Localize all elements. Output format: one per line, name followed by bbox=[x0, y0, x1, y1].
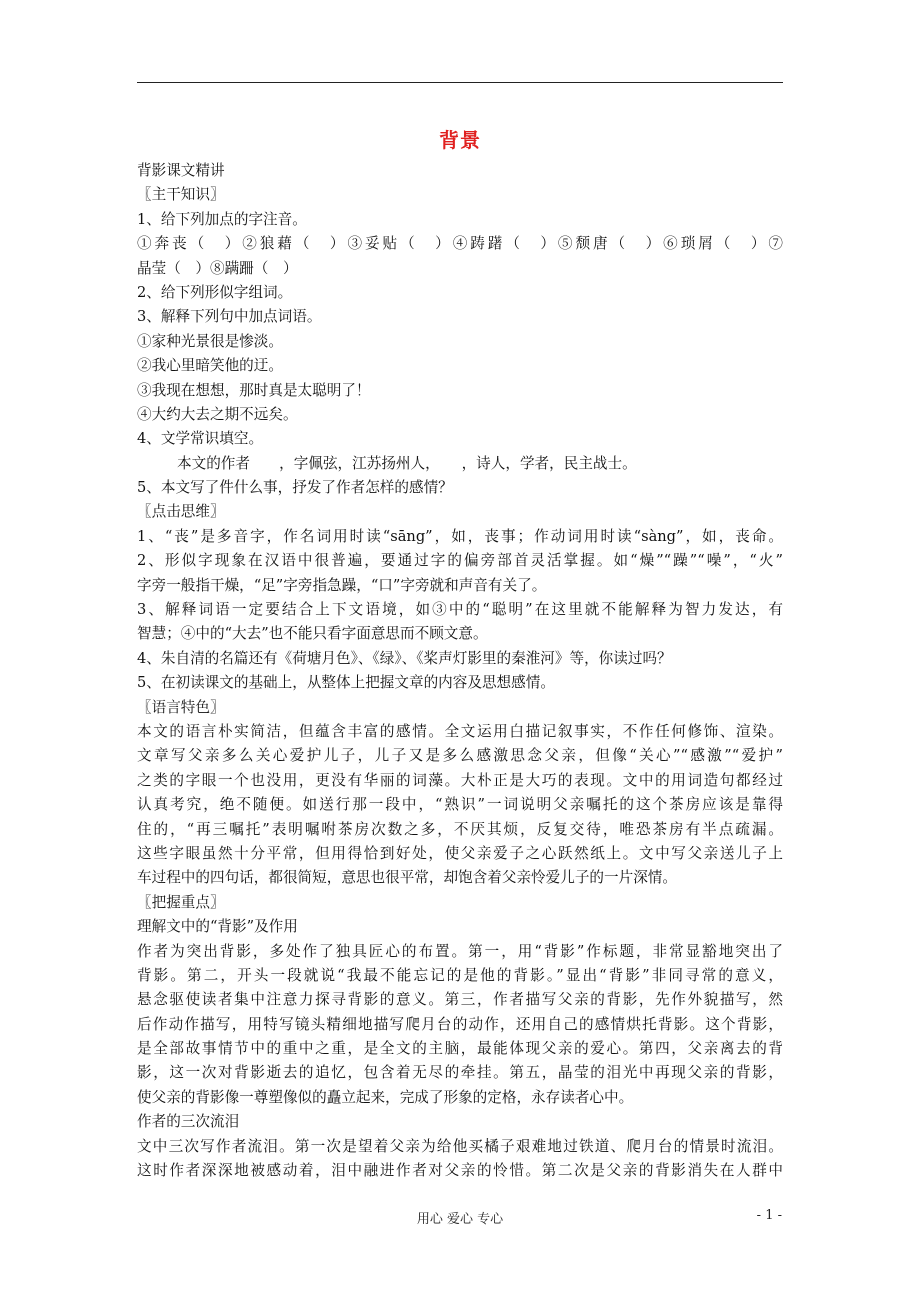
document-body bbox=[137, 159, 783, 1183]
paragraph-line: 本文的语言朴实简洁，但蕴含丰富的感情。全文运用白描记叙事实，不作任何修饰、渲染。 bbox=[137, 722, 783, 740]
paragraph-line: 认真考究，绝不随便。如送行那一段中，“熟识”一词说明父亲嘱托的这个茶房应该是靠得 bbox=[137, 796, 783, 814]
paragraph-line: 使父亲的背影像一尊塑像似的矗立起来，完成了形象的定格，永存读者心中。 bbox=[137, 1088, 634, 1106]
paragraph-line: 之类的字眼一个也没用，更没有华丽的词藻。大朴正是大巧的表现。文中的用词造句都经过 bbox=[137, 771, 783, 789]
sentence-item: ④大约大去之期不远矣。 bbox=[137, 405, 298, 423]
paragraph-line: 是全部故事情节中的重中之重，是全文的主脑，最能体现父亲的爱心。第四，父亲离去的背 bbox=[137, 1040, 783, 1058]
pinyin-items-line: ①奔丧（ ）②狼藉（ ）③妥贴（ ）④踌躇（ ）⑤颓唐（ ）⑥琐屑（ ）⑦ bbox=[137, 235, 783, 253]
paragraph-line: 作者为突出背影，多处作了独具匠心的布置。第一，用“背影”作标题，非常显豁地突出了 bbox=[137, 942, 783, 960]
subheading-line: 理解文中的“背影”及作用 bbox=[137, 918, 298, 936]
section-heading: 〖语言特色〗 bbox=[137, 698, 225, 716]
paragraph-line: 字旁一般指干燥，“足”字旁指急躁，“口”字旁就和声音有关了。 bbox=[137, 576, 547, 594]
paragraph-line: 影，这一次对背影逝去的追忆，包含着无尽的牵挂。第五，晶莹的泪光中再现父亲的背影， bbox=[137, 1064, 783, 1082]
question-line: 5、本文写了件什么事，抒发了作者怎样的感情？ bbox=[137, 479, 453, 497]
pinyin-items-line: 晶莹（ ）⑧蹒跚（ ） bbox=[137, 259, 298, 277]
fill-blank-line: 本文的作者 ，字佩弦，江苏扬州人， ，诗人，学者，民主战士。 bbox=[177, 454, 637, 472]
section-heading: 〖点击思维〗 bbox=[137, 503, 225, 521]
question-line: 1、给下列加点的字注音。 bbox=[137, 210, 307, 228]
paragraph-line: 3、解释词语一定要结合上下文语境，如③中的“聪明”在这里就不能解释为智力发达，有 bbox=[137, 601, 783, 619]
paragraph-line: 悬念驱使读者集中注意力探寻背影的意义。第三，作者描写父亲的背影，先作外貌描写，然 bbox=[137, 991, 783, 1009]
paragraph-line: 智慧；④中的“大去”也不能只看字面意思而不顾文意。 bbox=[137, 625, 488, 643]
subheading-line: 作者的三次流泪 bbox=[137, 1113, 240, 1131]
subtitle-line: 背影课文精讲 bbox=[137, 162, 225, 179]
paragraph-line: 后作动作描写，用特写镜头精细地描写爬月台的动作，还用自己的感情烘托背影。这个背影， bbox=[137, 1015, 783, 1033]
paragraph-line: 5、在初读课文的基础上，从整体上把握文章的内容及思想感情。 bbox=[137, 674, 555, 692]
paragraph-line: 文中三次写作者流泪。第一次是望着父亲为给他买橘子艰难地过铁道、爬月台的情景时流泪。 bbox=[137, 1137, 783, 1155]
footer-motto: 用心 爱心 专心 bbox=[416, 1212, 504, 1227]
header-rule bbox=[137, 82, 783, 83]
section-heading: 〖主干知识〗 bbox=[137, 186, 225, 204]
paragraph-line: 这些字眼虽然十分平常，但用得恰到好处，使父亲爱子之心跃然纸上。文中写父亲送儿子上 bbox=[137, 844, 783, 862]
section-heading: 〖把握重点〗 bbox=[137, 893, 225, 911]
paragraph-line: 车过程中的四句话，都很简短，意思也很平常，却饱含着父亲怜爱儿子的一片深情。 bbox=[137, 869, 677, 887]
paragraph-line: 1、“丧”是多音字，作名词用时读“sāng”，如，丧事；作动词用时读“sàng”，如，丧命。 bbox=[137, 527, 783, 545]
page-number: - 1 - bbox=[756, 1208, 782, 1223]
paragraph-line: 这时作者深深地被感动着，泪中融进作者对父亲的怜惜。第二次是父亲的背影消失在人群中 bbox=[137, 1162, 783, 1180]
paragraph-line: 文章写父亲多么关心爱护儿子，儿子又是多么感激思念父亲，但像“关心”“感激”“爱护” bbox=[137, 747, 783, 765]
sentence-item: ③我现在想想，那时真是太聪明了！ bbox=[137, 381, 371, 399]
question-line: 4、文学常识填空。 bbox=[137, 430, 264, 448]
sentence-item: ②我心里暗笑他的迂。 bbox=[137, 357, 283, 375]
paragraph-line: 住的，“再三嘱托”表明嘱咐茶房次数之多，不厌其烦，反复交待，唯恐茶房有半点疏漏。 bbox=[137, 820, 783, 838]
sentence-item: ①家种光景很是惨淡。 bbox=[137, 332, 283, 350]
paragraph-line: 4、朱自清的名篇还有《荷塘月色》、《绿》、《桨声灯影里的秦淮河》等，你读过吗？ bbox=[137, 649, 672, 667]
paragraph-line: 背影。第二，开头一段就说“我最不能忘记的是他的背影。”显出“背影”非同寻常的意义， bbox=[137, 966, 783, 984]
question-line: 3、解释下列句中加点词语。 bbox=[137, 308, 322, 326]
paragraph-line: 2、形似字现象在汉语中很普遍，要通过字的偏旁部首灵活掌握。如“燥”“躁”“噪”，“火” bbox=[137, 552, 783, 570]
question-line: 2、给下列形似字组词。 bbox=[137, 283, 293, 301]
page-title: 背景 bbox=[439, 128, 481, 152]
